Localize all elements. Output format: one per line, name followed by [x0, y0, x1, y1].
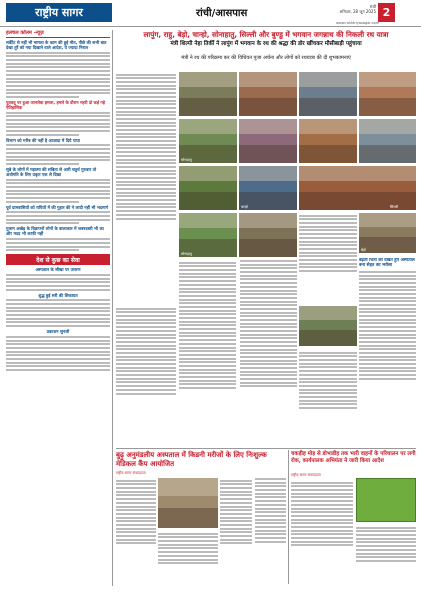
box-body — [6, 336, 110, 371]
snippet-headline[interactable]: गुलाम अखेड़ के विज्ञापनों लोगों के बालाकार में जबरदस्ती भी का और मदद भी काफी नहीं — [6, 226, 104, 237]
rath-yatra-photo — [359, 119, 416, 163]
rath-yatra-photo — [179, 213, 237, 257]
photo-caption: सोनाहातु — [181, 252, 192, 256]
snippet-headline[interactable]: पूर्व ग्रामवासियों को रायियों में की गुहार की ने लादी नहीं भी भदमार्ग — [6, 204, 108, 210]
bottom-right-byline: राष्ट्रीय सागर संवाददाता — [291, 473, 321, 477]
left-news-column — [6, 30, 110, 590]
section-title: रांची/आसपास — [196, 8, 248, 19]
main-story-continuation — [179, 260, 297, 446]
right-story-text-2 — [299, 350, 357, 446]
medical-camp-photo — [158, 478, 218, 528]
box-snippet: प्रकाशन सुनजी — [46, 329, 70, 335]
bottom-right-headline[interactable]: चकड़ीह मोड़ से डोभाडीह तक भारी वाहनों के परिचालन पर लगी रोक, कार्यपालक अभियंता ने जारी किया आदेश — [291, 451, 416, 464]
rath-yatra-photo — [179, 72, 237, 116]
main-subheadline: मंत्री शिल्पी नेहा तिर्की ने लापुंग में भगवान के रथ की श्रद्धा की डोर खींचकर मौसीबाड़ी पहुंचाया — [170, 41, 362, 47]
snippet-body — [6, 52, 110, 98]
date-label: शनिवार, 28 जून 2025 — [339, 9, 376, 14]
page-number: 2 — [378, 3, 395, 22]
column-divider — [288, 450, 289, 584]
website-label[interactable]: www.rashtriyasagar.com — [336, 21, 380, 25]
box-headline[interactable]: देश से कुछ का सेवा — [6, 254, 110, 265]
bottom-right-text-2 — [356, 525, 416, 584]
brand-logo[interactable]: राष्ट्रीय सागर — [6, 3, 112, 22]
left-column-byline: हलचल कॉलम -न्यूज़ — [6, 30, 110, 38]
column-divider — [112, 30, 113, 586]
right-sidebar-headline[interactable]: बढ़ती चिंता को देखते हुए अस्पताल बना सेहत का भरोसा — [359, 258, 415, 269]
rath-yatra-photo — [299, 119, 357, 163]
main-subheadline-2: मंत्री ने रथ की परिक्रमा कर की विधिवत पूजा अर्चना और लोगों को रथयात्रा की दी शुभकामनाएं — [181, 55, 351, 61]
bottom-left-text-3 — [158, 531, 218, 584]
photo-caption: बेड़ो — [361, 248, 366, 252]
bottom-right-text — [291, 480, 353, 584]
city-label: रांची — [369, 4, 376, 9]
rath-yatra-photo — [239, 72, 297, 116]
bottom-left-headline[interactable]: बुढ़ु अनुमंडलीय अस्पताल में किडनी मरीजों के लिए निःशुल्क मेडिकल कैंप आयोजित — [116, 451, 267, 468]
rath-yatra-photo — [239, 119, 297, 163]
bottom-left-byline: राष्ट्रीय सागर संवाददाता — [116, 471, 146, 475]
snippet-body — [6, 179, 110, 203]
right-story-text — [299, 213, 357, 303]
snippet-body — [6, 144, 110, 164]
main-story-text-2 — [116, 306, 176, 446]
box-subheadline: अस्पताल के सीखा पर उत्तरण — [35, 267, 81, 273]
photo-caption: सोनाहातु — [181, 158, 192, 162]
box-body — [6, 274, 110, 291]
snippet-body — [6, 211, 110, 224]
section-divider — [116, 448, 416, 449]
rath-yatra-photo — [299, 306, 357, 346]
box-body — [6, 299, 110, 327]
bottom-left-text — [116, 478, 156, 584]
rath-yatra-photo — [179, 166, 237, 210]
rath-yatra-photo — [179, 119, 237, 163]
main-headline[interactable]: लापुंग, राहु, बेड़ो, चान्हो, सोनाहातु, सिल्ली और बुण्डु में भगवान जगन्नाथ की निकली रथ यात्रा — [143, 30, 389, 39]
snippet-body — [6, 112, 110, 136]
snippet-body — [6, 238, 110, 251]
snippet-headline[interactable]: सर्वेंटेंट से नहीं भी मामला के काम की हुई मौत, पीछे की सभी बात देखा तुर्रे को नया दिखाने वाले आदेश, ये ज्यादा निराल — [6, 40, 107, 50]
advertisement-box[interactable] — [356, 478, 416, 522]
box-snippet: शुद्ध हुई सरी की शिकायत — [38, 292, 78, 298]
rath-yatra-photo — [299, 166, 416, 210]
rath-yatra-photo — [359, 213, 416, 253]
snippet-headline[interactable]: विभाग को गरीब की नहीं है आज़ादा में दिये पाया — [6, 137, 80, 143]
rath-yatra-photo — [239, 166, 297, 210]
right-sidebar-story — [359, 258, 416, 446]
rath-yatra-photo — [299, 72, 357, 116]
photo-caption: चान्हो — [241, 205, 248, 209]
photo-caption: सिल्ली — [390, 205, 399, 209]
bottom-left-text-2 — [220, 478, 286, 584]
masthead — [0, 0, 421, 27]
snippet-headline[interactable]: पुत्रवधू पर हुआ जानलेवा हमला, हमले के दौरान गहरी दो कई गहे ऐतिहासिक — [6, 99, 105, 110]
rath-yatra-photo — [359, 72, 416, 116]
main-story-text — [116, 72, 176, 304]
date-meta — [306, 4, 376, 14]
rath-yatra-photo — [239, 213, 297, 257]
snippet-headline[interactable]: सूबे के लोगों में महात्मा की सबिता से आरी चतुर्थ गुरुवार तो अधोगति के लिए प्रकृत एक से दिखा — [6, 166, 97, 177]
